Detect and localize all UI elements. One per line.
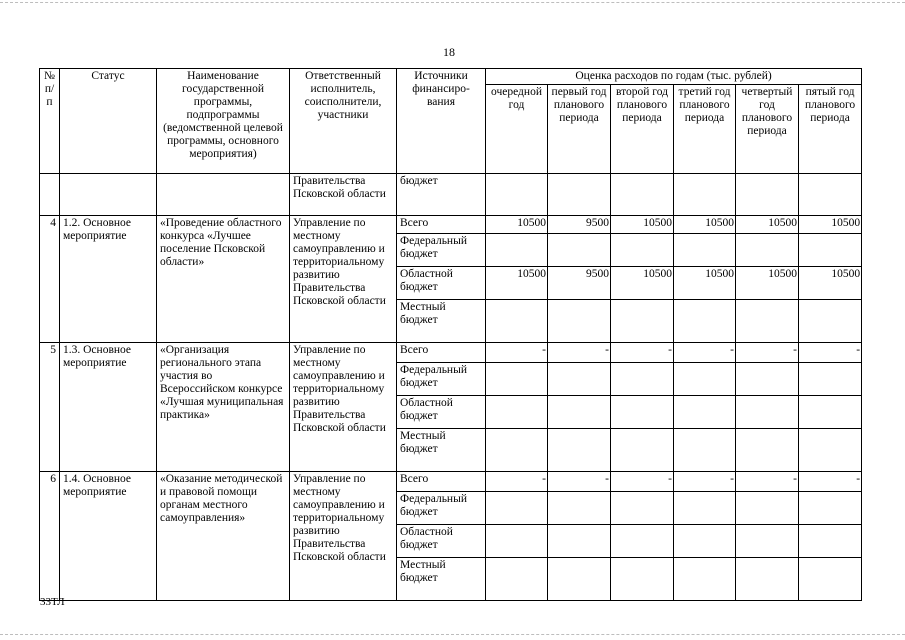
continuation-value (611, 174, 674, 216)
expense-value: 9500 (548, 267, 611, 300)
expense-value (548, 558, 611, 601)
funding-source: Федеральный бюджет (397, 492, 486, 525)
expense-value (799, 429, 862, 472)
scan-edge-bottom (0, 634, 905, 636)
header-year-1: первый год планового периода (548, 85, 611, 174)
expense-value (799, 525, 862, 558)
expense-value (799, 558, 862, 601)
row-status: 1.2. Основное мероприятие (60, 216, 157, 343)
expense-value (736, 234, 799, 267)
table-row (40, 216, 862, 234)
expense-value (548, 300, 611, 343)
expense-value: - (674, 472, 736, 492)
expense-value: 10500 (486, 216, 548, 234)
expense-value (611, 300, 674, 343)
expense-value: 10500 (611, 216, 674, 234)
expense-value: 10500 (736, 216, 799, 234)
row-executor: Управление по местному самоуправлению и территориальному развитию Правительства Псковской области (290, 472, 397, 601)
expense-value (736, 363, 799, 396)
expense-value (486, 300, 548, 343)
expense-value (674, 525, 736, 558)
row-executor: Управление по местному самоуправлению и территориальному развитию Правительства Псковской области (290, 216, 397, 343)
header-estimate: Оценка расходов по годам (тыс. рублей) (486, 69, 862, 85)
expense-value: - (548, 343, 611, 363)
expense-value (548, 234, 611, 267)
expense-value: - (548, 472, 611, 492)
expense-value (799, 396, 862, 429)
expense-value (799, 300, 862, 343)
header-program: Наименование государственной программы, подпрограммы (ведомственной целевой программы, основного мероприятия) (157, 69, 290, 174)
header-sources: Источники финансиро-вания (397, 69, 486, 174)
continuation-source: бюджет (397, 174, 486, 216)
expense-value: 10500 (486, 267, 548, 300)
expense-value (736, 429, 799, 472)
continuation-executor: Правительства Псковской области (290, 174, 397, 216)
table-row (40, 343, 862, 363)
expense-value: - (799, 472, 862, 492)
budget-table (39, 68, 862, 601)
funding-source: Всего (397, 216, 486, 234)
expense-value (736, 396, 799, 429)
expense-value (736, 492, 799, 525)
expense-value (611, 396, 674, 429)
expense-value (674, 396, 736, 429)
continuation-value (486, 174, 548, 216)
continuation-value (736, 174, 799, 216)
row-program-name: «Проведение областного конкурса «Лучшее поселение Псковской области» (157, 216, 290, 343)
funding-source: Местный бюджет (397, 429, 486, 472)
expense-value: - (611, 343, 674, 363)
row-program-name: «Оказание методической и правовой помощи органам местного самоуправления» (157, 472, 290, 601)
row-status: 1.3. Основное мероприятие (60, 343, 157, 472)
footer-code: 33ТЛ (40, 596, 65, 608)
header-status: Статус (60, 69, 157, 174)
expense-value (611, 234, 674, 267)
row-number: 4 (40, 216, 60, 343)
row-executor: Управление по местному самоуправлению и территориальному развитию Правительства Псковской области (290, 343, 397, 472)
expense-value (486, 558, 548, 601)
continuation-status (60, 174, 157, 216)
expense-value (799, 492, 862, 525)
continuation-num (40, 174, 60, 216)
header-executor: Ответственный исполнитель, соисполнители, участники (290, 69, 397, 174)
expense-value: - (486, 472, 548, 492)
expense-value (736, 300, 799, 343)
page-number: 18 (443, 45, 455, 59)
expense-value (799, 234, 862, 267)
expense-value (486, 525, 548, 558)
row-number: 5 (40, 343, 60, 472)
expense-value: - (799, 343, 862, 363)
expense-value: 10500 (611, 267, 674, 300)
continuation-program (157, 174, 290, 216)
expense-value (674, 429, 736, 472)
expense-value: - (736, 343, 799, 363)
expense-value (674, 234, 736, 267)
expense-value (611, 429, 674, 472)
header-row (40, 69, 862, 85)
funding-source: Областной бюджет (397, 267, 486, 300)
expense-value (548, 492, 611, 525)
expense-value (486, 429, 548, 472)
expense-value: - (486, 343, 548, 363)
expense-value (548, 525, 611, 558)
expense-value (674, 300, 736, 343)
funding-source: Федеральный бюджет (397, 363, 486, 396)
funding-source: Федеральный бюджет (397, 234, 486, 267)
funding-source: Местный бюджет (397, 300, 486, 343)
expense-value (736, 558, 799, 601)
row-program-name: «Организация регионального этапа участия во Всероссийском конкурсе «Лучшая муниципальная практика» (157, 343, 290, 472)
header-year-5: пятый год планового периода (799, 85, 862, 174)
expense-value (486, 492, 548, 525)
header-year-2: второй год планового периода (611, 85, 674, 174)
header-year-0: очередной год (486, 85, 548, 174)
expense-value: - (674, 343, 736, 363)
expense-value (548, 396, 611, 429)
header-year-4: четвертый год планового периода (736, 85, 799, 174)
expense-value (736, 525, 799, 558)
header-year-3: третий год планового периода (674, 85, 736, 174)
funding-source: Областной бюджет (397, 525, 486, 558)
expense-value: 10500 (674, 216, 736, 234)
expense-value: - (736, 472, 799, 492)
expense-value: 10500 (736, 267, 799, 300)
funding-source: Местный бюджет (397, 558, 486, 601)
scan-edge-top (0, 2, 905, 4)
expense-value (674, 363, 736, 396)
continuation-value (674, 174, 736, 216)
row-status: 1.4. Основное мероприятие (60, 472, 157, 601)
expense-value (674, 492, 736, 525)
expense-value (548, 429, 611, 472)
funding-source: Всего (397, 472, 486, 492)
expense-value (611, 492, 674, 525)
continuation-value (799, 174, 862, 216)
expense-value (611, 363, 674, 396)
expense-value (674, 558, 736, 601)
expense-value: 10500 (799, 267, 862, 300)
expense-value (486, 363, 548, 396)
table-row (40, 472, 862, 492)
expense-value (486, 234, 548, 267)
continuation-value (548, 174, 611, 216)
expense-value (611, 525, 674, 558)
expense-value (611, 558, 674, 601)
expense-value (548, 363, 611, 396)
expense-value (799, 363, 862, 396)
expense-value: 10500 (674, 267, 736, 300)
funding-source: Всего (397, 343, 486, 363)
continuation-row (40, 174, 862, 216)
row-number: 6 (40, 472, 60, 601)
expense-value: 9500 (548, 216, 611, 234)
expense-value: 10500 (799, 216, 862, 234)
expense-value: - (611, 472, 674, 492)
header-num: № п/п (40, 69, 60, 174)
funding-source: Областной бюджет (397, 396, 486, 429)
expense-value (486, 396, 548, 429)
